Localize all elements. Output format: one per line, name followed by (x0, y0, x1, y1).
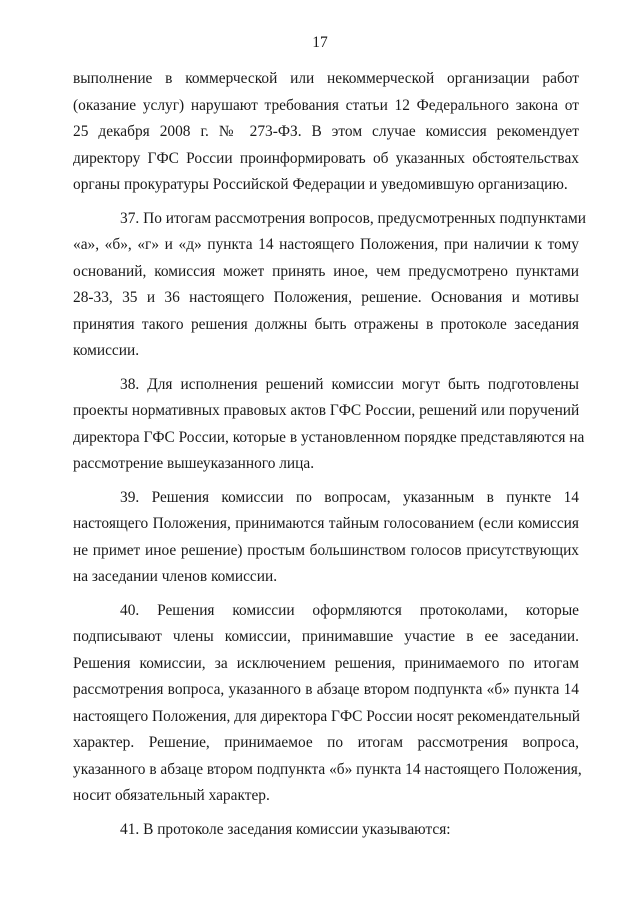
text-line: 28-33, 35 и 36 настоящего Положения, решение. Основания и мотивы (73, 289, 579, 306)
text-line: носит обязательный характер. (73, 787, 270, 804)
text-line: не примет иное решение) простым большинством голосов присутствующих (73, 541, 579, 559)
text-line: органы прокуратуры Российской Федерации и уведомившую организацию. (73, 176, 568, 193)
text-line: принятия такого решения должны быть отражены в протоколе заседания (73, 315, 579, 333)
text-line: рассмотрения вопроса, указанного в абзаце втором подпункта «б» пункта 14 (73, 681, 579, 698)
text-line: выполнение в коммерческой или некоммерческой организации работ (73, 70, 579, 87)
paragraph-38 (73, 372, 585, 478)
text-line: комиссии. (73, 342, 140, 359)
text-line: 25 декабря 2008 г. № 273-ФЗ. В этом случае комиссия рекомендует (73, 123, 579, 140)
text-line: (оказание услуг) нарушают требования статьи 12 Федерального закона от (73, 96, 579, 114)
text-line: 40. Решения комиссии оформляются протоколами, которые (120, 601, 579, 619)
text-line: настоящего Положения, принимаются тайным голосованием (если комиссия (73, 515, 579, 532)
page-number: 17 (312, 34, 328, 51)
text-line: 41. В протоколе заседания комиссии указываются: (120, 820, 451, 838)
text-line: 39. Решения комиссии по вопросам, указанным в пункте 14 (120, 488, 579, 506)
text-line: подписывают члены комиссии, принимавшие участие в ее заседании. (73, 628, 579, 645)
text-line: оснований, комиссия может принять иное, чем предусмотрено пунктами (73, 262, 579, 280)
paragraph-41 (73, 817, 579, 844)
text-line: настоящего Положения, для директора ГФС России носят рекомендательный (73, 707, 581, 725)
text-line: рассмотрение вышеуказанного лица. (73, 455, 315, 472)
text-line: характер. Решение, принимаемое по итогам рассмотрения вопроса, (73, 734, 579, 751)
text-line: директору ГФС России проинформировать об указанных обстоятельствах (73, 149, 579, 167)
text-line: 37. По итогам рассмотрения вопросов, предусмотренных подпунктами (120, 209, 586, 227)
paragraph-37 (73, 206, 586, 365)
document-body (73, 66, 586, 843)
text-line: на заседании членов комиссии. (73, 568, 278, 585)
text-line: 38. Для исполнения решений комиссии могут быть подготовлены (120, 375, 579, 393)
text-line: указанного в абзаце втором подпункта «б» пункта 14 настоящего Положения, (73, 760, 582, 778)
text-line: директора ГФС России, которые в установленном порядке представляются на (73, 428, 585, 446)
paragraph-continuation (73, 66, 579, 199)
paragraph-40 (73, 598, 582, 810)
text-line: проекты нормативных правовых актов ГФС России, решений или поручений (73, 402, 580, 419)
paragraph-39 (73, 485, 579, 591)
text-line: «а», «б», «г» и «д» пункта 14 настоящего Положения, при наличии к тому (73, 236, 579, 253)
text-line: Решения комиссии, за исключением решения, принимаемого по итогам (73, 654, 579, 672)
